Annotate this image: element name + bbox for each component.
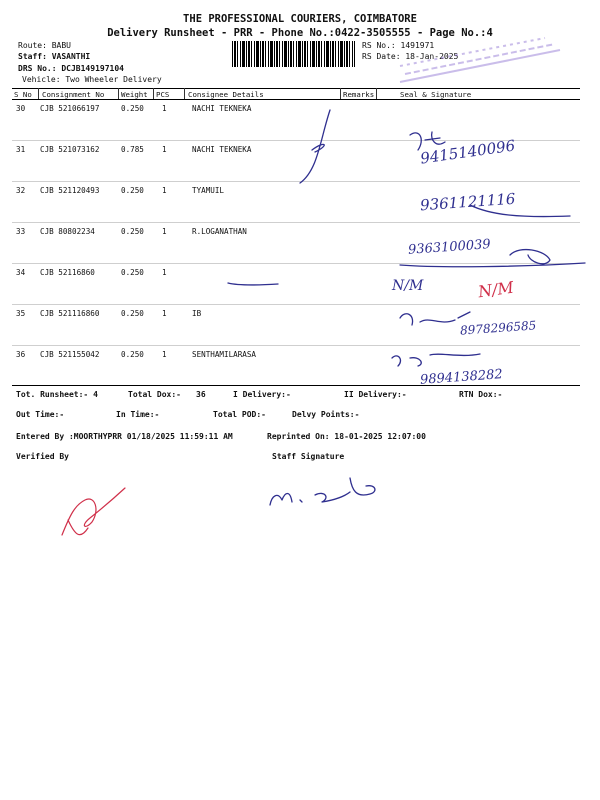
row-consignment: CJB 521120493 — [40, 186, 100, 195]
col-consignee-header: Consignee Details — [188, 90, 264, 99]
total-dox-label: Total Dox:- — [128, 390, 181, 399]
row-sno: 31 — [16, 145, 26, 154]
row-pcs: 1 — [162, 145, 167, 154]
row-weight: 0.785 — [121, 145, 144, 154]
row-weight: 0.250 — [121, 227, 144, 236]
row-divider — [12, 263, 580, 264]
col-sep — [118, 88, 119, 99]
entered-by: Entered By :MOORTHYPRR 01/18/2025 11:59:11 AM — [16, 432, 233, 441]
row-pcs: 1 — [162, 186, 167, 195]
col-sep — [38, 88, 39, 99]
row-pcs: 1 — [162, 227, 167, 236]
barcode-image — [232, 41, 355, 67]
total-pod-label: Total POD:- — [213, 410, 266, 419]
rtn-dox-label: RTN Dox:- — [459, 390, 503, 399]
row-pcs: 1 — [162, 309, 167, 318]
col-consignment-header: Consignment No — [42, 90, 105, 99]
col-weight-header: Weight — [121, 90, 148, 99]
table-header-border — [12, 99, 580, 100]
handwritten-mobile: 9363100039 — [407, 237, 492, 258]
rs-date: RS Date: 18-Jan-2025 — [362, 52, 459, 61]
row-pcs: 1 — [162, 268, 167, 277]
row-consignee: IB — [192, 309, 202, 318]
handwritten-mobile: 9361121116 — [419, 189, 516, 215]
col-sno-header: S No — [14, 90, 32, 99]
handwritten-mobile: 9894138282 — [419, 367, 504, 388]
col-sep — [153, 88, 154, 99]
row-weight: 0.250 — [121, 309, 144, 318]
row-weight: 0.250 — [121, 186, 144, 195]
col-sep — [340, 88, 341, 99]
i-delivery-label: I Delivery:- — [233, 390, 291, 399]
row-sno: 36 — [16, 350, 26, 359]
row-consignee: NACHI TEKNEKA — [192, 145, 252, 154]
row-pcs: 1 — [162, 104, 167, 113]
row-divider — [12, 304, 580, 305]
row-sno: 32 — [16, 186, 26, 195]
handwritten-mark: N/M — [476, 277, 515, 302]
handwritten-mark: N/M — [392, 278, 424, 294]
company-title: THE PROFESSIONAL COURIERS, COIMBATORE — [183, 13, 417, 25]
staff-label: Staff: VASANTHI — [18, 52, 91, 61]
rs-number: RS No.: 1491971 — [362, 41, 435, 50]
row-consignee: NACHI TEKNEKA — [192, 104, 252, 113]
col-seal-header: Seal & Signature — [400, 90, 472, 99]
row-divider — [12, 345, 580, 346]
row-sno: 30 — [16, 104, 26, 113]
row-divider — [12, 222, 580, 223]
row-consignment: CJB 521155042 — [40, 350, 100, 359]
row-consignee: SENTHAMILARASA — [192, 350, 257, 359]
row-pcs: 1 — [162, 350, 167, 359]
row-weight: 0.250 — [121, 350, 144, 359]
row-sno: 33 — [16, 227, 26, 236]
row-consignment: CJB 521116860 — [40, 309, 100, 318]
tot-runsheet: Tot. Runsheet:- 4 — [16, 390, 98, 399]
col-pcs-header: PCS — [156, 90, 170, 99]
row-consignment: CJB 52116860 — [40, 268, 95, 277]
handwritten-mobile: 9415140096 — [419, 136, 517, 168]
route-label: Route: BABU — [18, 41, 71, 50]
row-consignment: CJB 521073162 — [40, 145, 100, 154]
in-time-label: In Time:- — [116, 410, 160, 419]
row-divider — [12, 181, 580, 182]
row-sno: 34 — [16, 268, 26, 277]
drs-number: DRS No.: DCJB149197104 — [18, 64, 124, 73]
row-consignee: TYAMUIL — [192, 186, 225, 195]
ii-delivery-label: II Delivery:- — [344, 390, 407, 399]
col-sep — [184, 88, 185, 99]
runsheet-subtitle: Delivery Runsheet - PRR - Phone No.:0422-3505555 - Page No.:4 — [107, 27, 493, 39]
out-time-label: Out Time:- — [16, 410, 65, 419]
row-sno: 35 — [16, 309, 26, 318]
row-consignee: R.LOGANATHAN — [192, 227, 247, 236]
total-dox-value: 36 — [196, 390, 206, 399]
vehicle-label: Vehicle: Two Wheeler Delivery — [22, 75, 162, 84]
row-consignment: CJB 80802234 — [40, 227, 95, 236]
table-top-border — [12, 88, 580, 89]
summary-border — [12, 385, 580, 386]
row-weight: 0.250 — [121, 104, 144, 113]
row-weight: 0.250 — [121, 268, 144, 277]
row-consignment: CJB 521066197 — [40, 104, 100, 113]
col-sep — [376, 88, 377, 99]
handwritten-mobile: 8978296585 — [459, 318, 537, 338]
col-remarks-header: Remarks — [343, 90, 375, 99]
staff-signature-label: Staff Signature — [272, 452, 345, 461]
verified-by-label: Verified By — [16, 452, 69, 461]
reprinted-on: Reprinted On: 18-01-2025 12:07:00 — [267, 432, 426, 441]
delvy-points-label: Delvy Points:- — [292, 410, 360, 419]
